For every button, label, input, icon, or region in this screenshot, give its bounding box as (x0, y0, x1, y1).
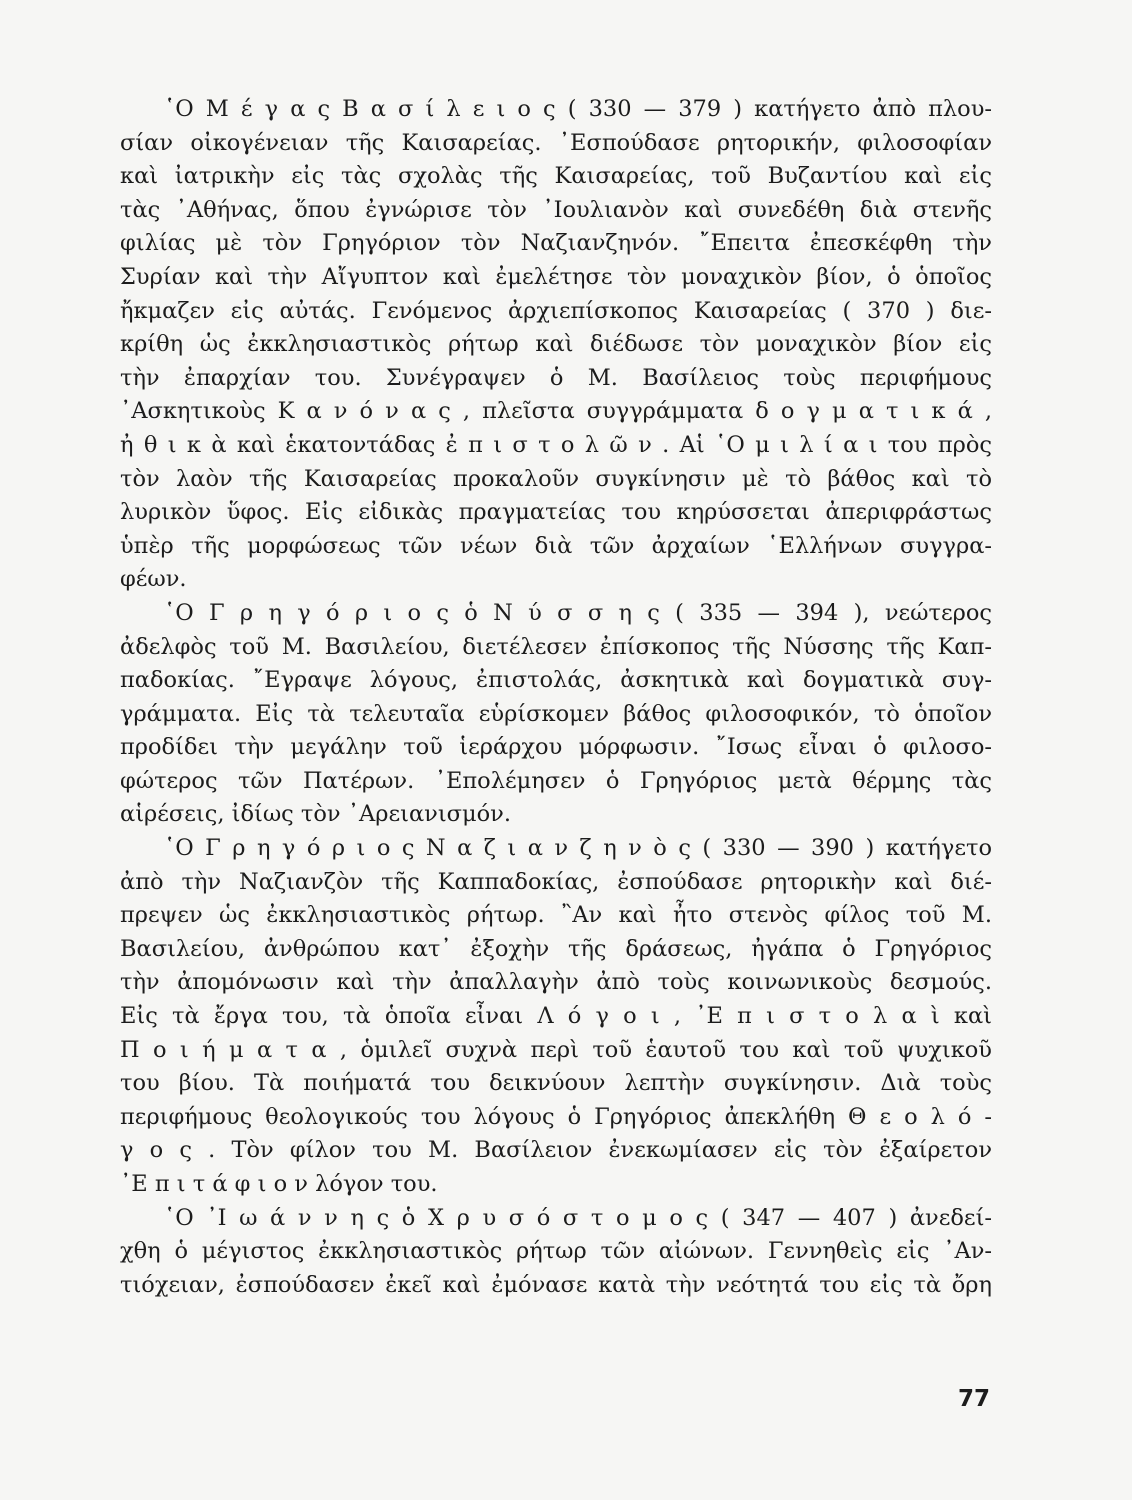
text-line: ἀδελφὸς τοῦ Μ. Βασιλείου, διετέλεσεν ἐπίσκοπος τῆς Νύσσης τῆς Καπ- (120, 633, 992, 660)
text-line: γ ο ς . Τὸν φίλον του Μ. Βασίλειον ἐνεκωμίασεν εἰς τὸν ἐξαίρετον (120, 1137, 992, 1164)
text-line: ῾Ο ᾿Ι ω ά ν ν η ς ὁ Χ ρ υ σ ό σ τ ο μ ο ς ( 347 — 407 ) ἀνεδεί- (164, 1204, 992, 1231)
text-line: λυρικὸν ὕφος. Εἰς εἰδικὰς πραγματείας του κηρύσσεται ἀπεριφράστως (120, 499, 992, 526)
text-line: αἱρέσεις, ἰδίως τὸν ᾿Αρειανισμόν. (120, 801, 512, 828)
text-line: φώτερος τῶν Πατέρων. ᾿Επολέμησεν ὁ Γρηγόριος μετὰ θέρμης τὰς (120, 767, 992, 794)
text-body (120, 93, 992, 1302)
paragraph-john-chrysostom (120, 1202, 992, 1303)
paragraph-gregory-nyssa (120, 597, 992, 832)
text-line: γράμματα. Εἰς τὰ τελευταῖα εὑρίσκομεν βάθος φιλοσοφικόν, τὸ ὁποῖον (120, 700, 992, 727)
text-line: ὑπὲρ τῆς μορφώσεως τῶν νέων διὰ τῶν ἀρχαίων ῾Ελλήνων συγγρα- (120, 532, 992, 559)
text-line: σίαν οἰκογένειαν τῆς Καισαρείας. ᾿Εσπούδασε ρητορικήν, φιλοσοφίαν (120, 129, 992, 156)
text-line: παδοκίας. ῎Εγραψε λόγους, ἐπιστολάς, ἀσκητικὰ καὶ δογματικὰ συγ- (120, 667, 992, 694)
text-line: κρίθη ὡς ἐκκλησιαστικὸς ρήτωρ καὶ διέδωσε τὸν μοναχικὸν βίον εἰς (120, 331, 992, 358)
text-line: ῾Ο Γ ρ η γ ό ρ ι ο ς Ν α ζ ι α ν ζ η ν ὸ ς ( 330 — 390 ) κατήγετο (164, 835, 992, 862)
text-line: ἠ θ ι κ ὰ καὶ ἑκατοντάδας ἐ π ι σ τ ο λ ῶ ν . Αἱ ῾Ο μ ι λ ί α ι του πρὸς (120, 431, 992, 458)
text-line: τὴν ἐπαρχίαν του. Συνέγραψεν ὁ Μ. Βασίλειος τοὺς περιφήμους (120, 364, 992, 391)
text-line: ἀπὸ τὴν Ναζιανζὸν τῆς Καππαδοκίας, ἐσπούδασε ρητορικὴν καὶ διέ- (120, 868, 992, 895)
text-line: Συρίαν καὶ τὴν Αἴγυπτον καὶ ἐμελέτησε τὸν μοναχικὸν βίον, ὁ ὁποῖος (120, 263, 992, 290)
page-number: 77 (957, 1386, 990, 1412)
text-line: χθη ὁ μέγιστος ἐκκλησιαστικὸς ρήτωρ τῶν αἰώνων. Γεννηθεὶς εἰς ᾿Αν- (120, 1238, 992, 1265)
paragraph-basil (120, 93, 992, 597)
text-line: τὴν ἀπομόνωσιν καὶ τὴν ἀπαλλαγὴν ἀπὸ τοὺς κοινωνικοὺς δεσμούς. (120, 969, 992, 996)
text-line: του βίου. Τὰ ποιήματά του δεικνύουν λεπτὴν συγκίνησιν. Διὰ τοὺς (120, 1070, 992, 1097)
paragraph-gregory-nazianzus (120, 832, 992, 1202)
text-line: τὸν λαὸν τῆς Καισαρείας προκαλοῦν συγκίνησιν μὲ τὸ βάθος καὶ τὸ (120, 465, 992, 492)
text-line: πρεψεν ὡς ἐκκλησιαστικὸς ρήτωρ. ῍Αν καὶ ἦτο στενὸς φίλος τοῦ Μ. (120, 902, 992, 929)
text-line: ᾿Ε π ι τ ά φ ι ο ν λόγον του. (120, 1171, 438, 1197)
text-line: φέων. (120, 566, 187, 593)
text-line: Εἰς τὰ ἔργα του, τὰ ὁποῖα εἶναι Λ ό γ ο ι , ᾿Ε π ι σ τ ο λ α ὶ καὶ (120, 1003, 992, 1030)
text-line: τιόχειαν, ἐσπούδασεν ἐκεῖ καὶ ἐμόνασε κατὰ τὴν νεότητά του εἰς τὰ ὄρη (120, 1271, 992, 1298)
text-line: τὰς ᾿Αθήνας, ὅπου ἐγνώρισε τὸν ᾿Ιουλιανὸν καὶ συνεδέθη διὰ στενῆς (120, 196, 992, 223)
text-line: ῾Ο Γ ρ η γ ό ρ ι ο ς ὁ Ν ύ σ σ η ς ( 335 — 394 ), νεώτερος (164, 599, 992, 626)
text-line: ἤκμαζεν εἰς αὐτάς. Γενόμενος ἀρχιεπίσκοπος Καισαρείας ( 370 ) διε- (120, 297, 992, 324)
text-line: Π ο ι ή μ α τ α , ὁμιλεῖ συχνὰ περὶ τοῦ ἑαυτοῦ του καὶ τοῦ ψυχικοῦ (120, 1036, 992, 1063)
text-line: Βασιλείου, ἀνθρώπου κατ᾿ ἐξοχὴν τῆς δράσεως, ἠγάπα ὁ Γρηγόριος (120, 935, 992, 962)
text-line: ῾Ο Μ έ γ α ς Β α σ ί λ ε ι ο ς ( 330 — 379 ) κατήγετο ἀπὸ πλου- (164, 96, 992, 122)
text-line: προδίδει τὴν μεγάλην τοῦ ἱεράρχου μόρφωσιν. ῎Ισως εἶναι ὁ φιλοσο- (120, 734, 992, 761)
text-line: ᾿Ασκητικοὺς Κ α ν ό ν α ς , πλεῖστα συγγράμματα δ ο γ μ α τ ι κ ά , (120, 398, 992, 425)
text-line: περιφήμους θεολογικούς του λόγους ὁ Γρηγόριος ἀπεκλήθη Θ ε ο λ ό - (120, 1103, 992, 1130)
text-line: καὶ ἰατρικὴν εἰς τὰς σχολὰς τῆς Καισαρείας, τοῦ Βυζαντίου καὶ εἰς (120, 163, 992, 190)
text-line: φιλίας μὲ τὸν Γρηγόριον τὸν Ναζιανζηνόν. ῎Επειτα ἐπεσκέφθη τὴν (120, 230, 992, 257)
